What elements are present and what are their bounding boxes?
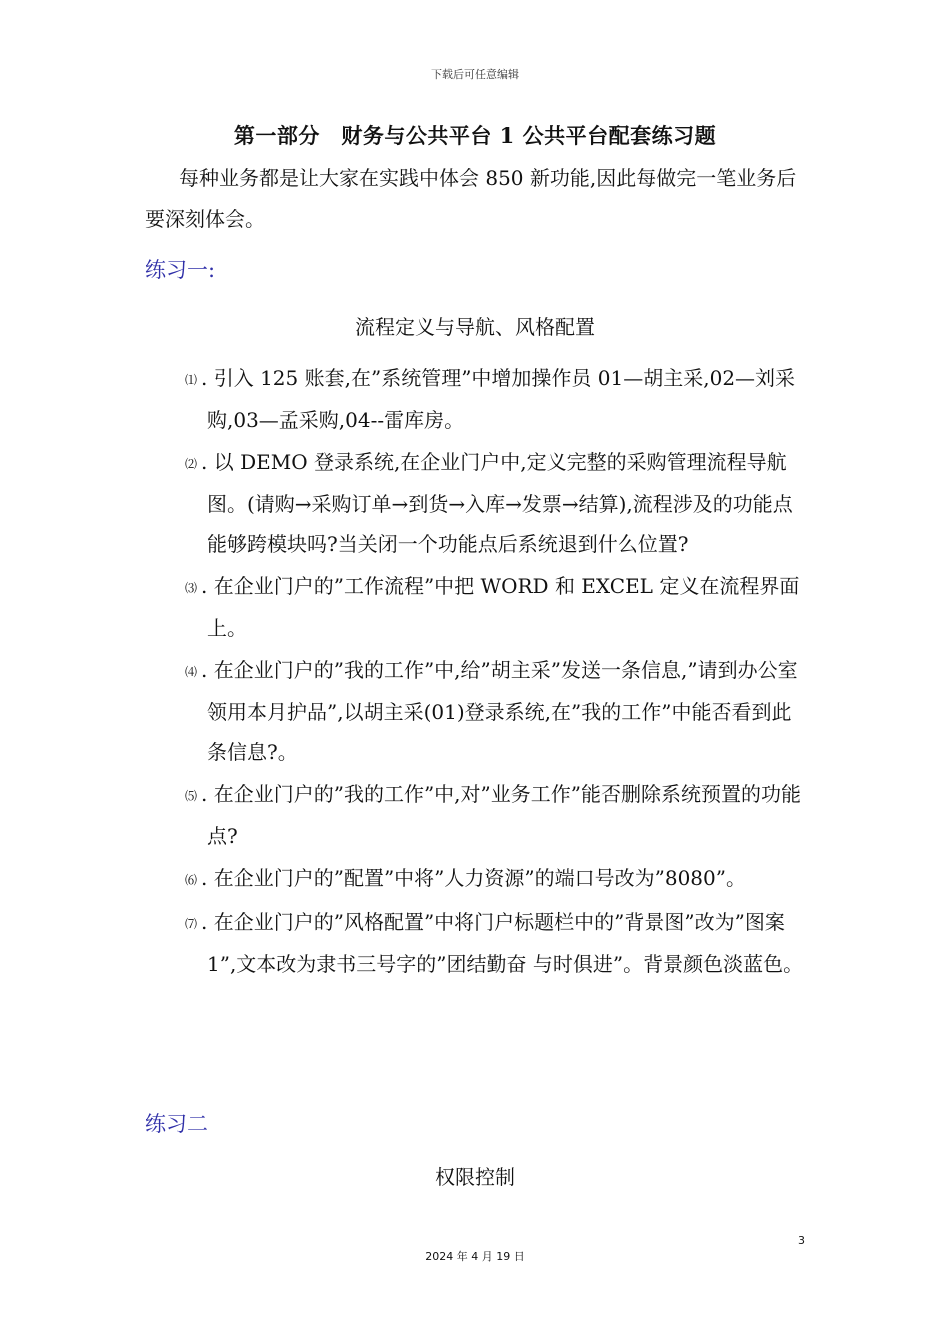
exercise-2-subtitle: 权限控制 (435, 1165, 515, 1189)
item-text: . 以 DEMO 登录系统,在企业门户中,定义完整的采购管理流程导航图。(请购→采购订单→到货→入库→发票→结算),流程涉及的功能点能够跨模块吗?当关闭一个功能点后系统退到什么位置? (201, 450, 793, 556)
item-number: ⑵ (185, 457, 198, 471)
item-text: . 在企业门户的”我的工作”中,对”业务工作”能否删除系统预置的功能点? (201, 782, 801, 848)
exercise-1-label: 练习一: (145, 258, 216, 282)
footer-date: 2024 年 4 月 19 日 (425, 1250, 525, 1263)
item-number: ⑹ (185, 873, 198, 887)
list-item (185, 358, 810, 440)
item-text: . 在企业门户的”我的工作”中,给”胡主采”发送一条信息,”请到办公室领用本月护品”,以胡主采(01)登录系统,在”我的工作”中能否看到此条信息?。 (201, 658, 798, 764)
item-number: ⑷ (185, 665, 198, 679)
item-text: . 在企业门户的”工作流程”中把 WORD 和 EXCEL 定义在流程界面上。 (201, 574, 800, 640)
item-text: . 引入 125 账套,在”系统管理”中增加操作员 01—胡主采,02—刘采购,03—孟采购,04--雷库房。 (201, 366, 796, 432)
exercise-1-subtitle: 流程定义与导航、风格配置 (355, 315, 595, 339)
list-item (185, 650, 810, 772)
list-item (185, 442, 810, 564)
item-number: ⑶ (185, 581, 198, 595)
list-item (185, 774, 810, 856)
item-number: ⑺ (185, 917, 198, 931)
document-title: 第一部分 财务与公共平台 1 公共平台配套练习题 (233, 123, 717, 148)
list-item (185, 566, 810, 648)
list-item (185, 858, 810, 900)
exercise-1-list (185, 358, 810, 986)
intro-paragraph: 每种业务都是让大家在实践中体会 850 新功能,因此每做完一笔业务后要深刻体会。 (145, 166, 797, 231)
header-note: 下载后可任意编辑 (431, 68, 519, 81)
list-item (185, 902, 810, 984)
exercise-2-label: 练习二 (145, 1112, 208, 1136)
page-number: 3 (798, 1234, 805, 1247)
item-text: . 在企业门户的”风格配置”中将门户标题栏中的”背景图”改为”图案 1”,文本改为隶书三号字的”团结勤奋 与时俱进”。背景颜色淡蓝色。 (201, 910, 804, 976)
item-number: ⑸ (185, 789, 198, 803)
item-text: . 在企业门户的”配置”中将”人力资源”的端口号改为”8080”。 (201, 866, 746, 890)
item-number: ⑴ (185, 373, 198, 387)
